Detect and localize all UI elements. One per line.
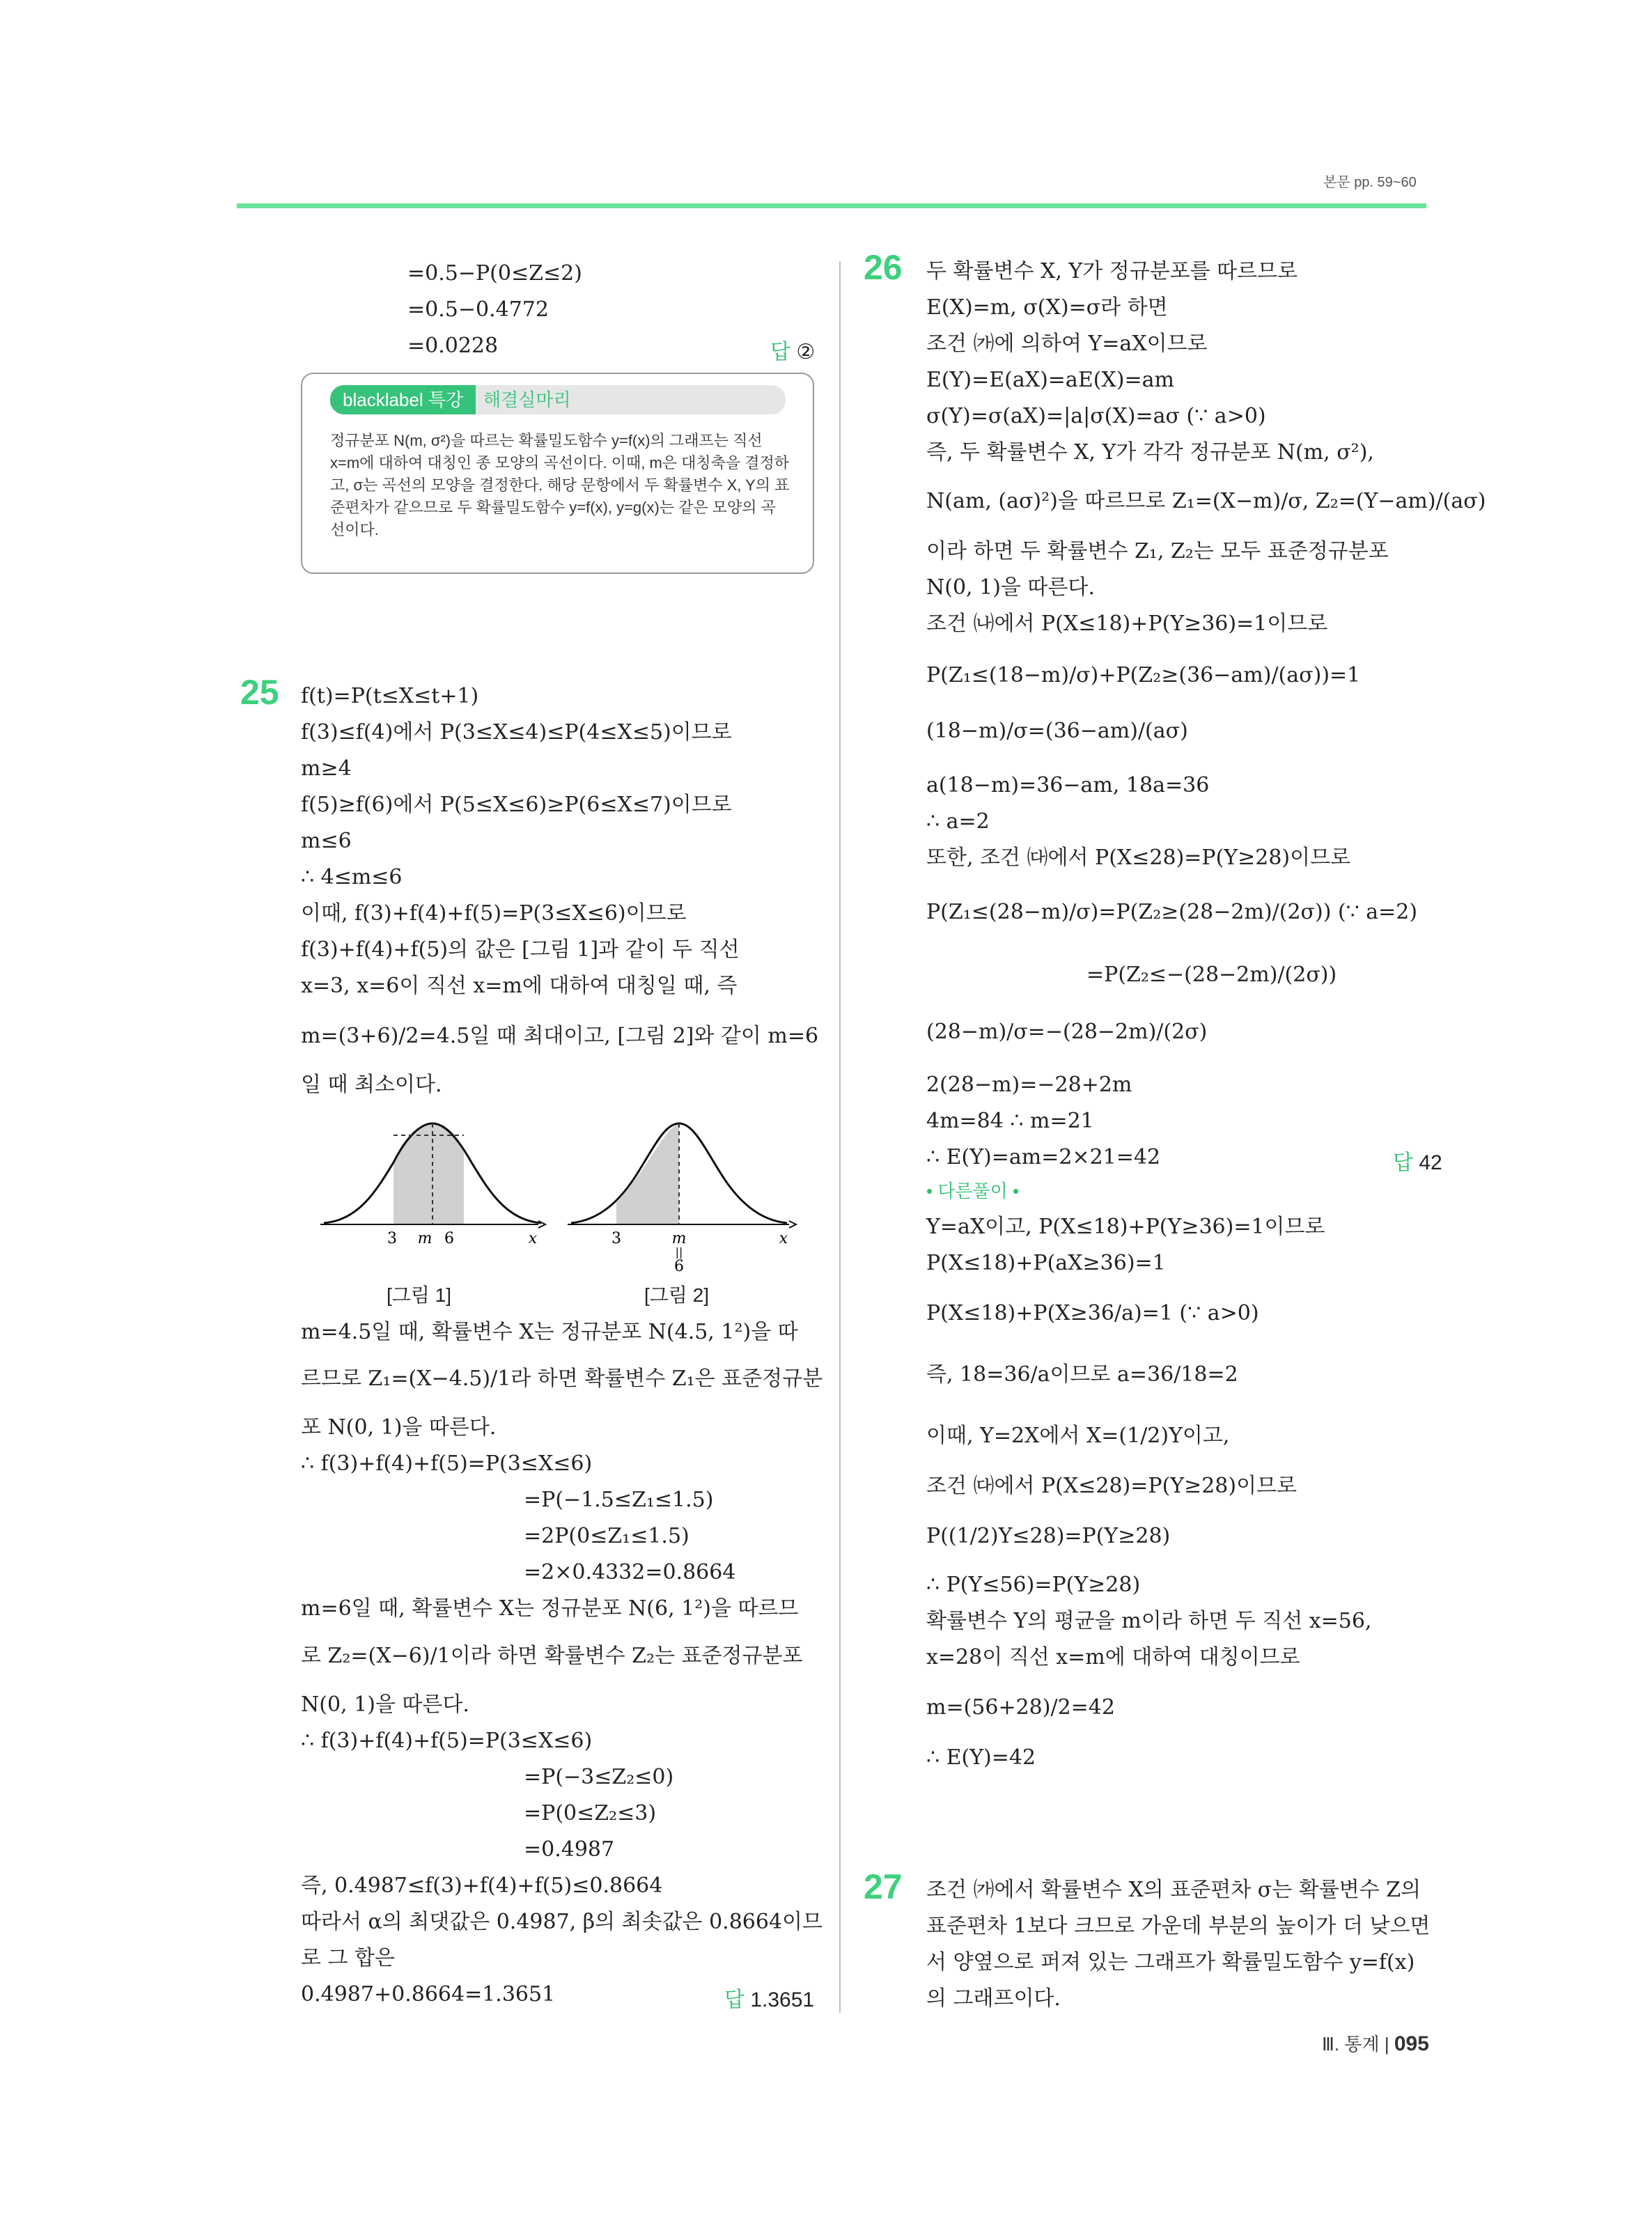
answer-value: 42 <box>1419 1151 1442 1174</box>
p26-alt-line: P(X≤18)+P(X≥36/a)=1 (∵ a>0) <box>926 1301 1259 1325</box>
p25-line: ∴ f(3)+f(4)+f(5)=P(3≤X≤6) <box>301 1451 593 1476</box>
p25-line: ∴ 4≤m≤6 <box>301 865 403 889</box>
p25-line: =0.4987 <box>524 1837 615 1862</box>
p25-line: 즉, 0.4987≤f(3)+f(4)+f(5)≤0.8664 <box>301 1874 663 1898</box>
figure-2-axis-arrow <box>789 1221 796 1228</box>
problem-number-25: 25 <box>240 673 279 712</box>
p25-line: m=(3+6)/2=4.5일 때 최대이고, [그림 2]와 같이 m=6 <box>301 1024 819 1048</box>
figure-2 <box>568 1107 804 1275</box>
p25-line: =P(−1.5≤Z₁≤1.5) <box>524 1488 714 1512</box>
p26-line: P(Z₁≤(28−m)/σ)=P(Z₂≥(28−2m)/(2σ)) (∵ a=2) <box>926 900 1418 924</box>
p26-alt-line: m=(56+28)/2=42 <box>926 1695 1115 1720</box>
p25-line: =P(−3≤Z₂≤0) <box>524 1765 674 1789</box>
p25-line: 일 때 최소이다. <box>301 1073 442 1097</box>
p25-line: 0.4987+0.8664=1.3651 <box>301 1982 556 2007</box>
figure-1-tick-m: m <box>417 1230 433 1247</box>
p25-line: =2P(0≤Z₁≤1.5) <box>524 1524 689 1548</box>
figure-1-caption: [그림 1] <box>387 1284 452 1306</box>
page-reference: 본문 pp. 59~60 <box>1323 175 1417 190</box>
cont-line: =0.5−P(0≤Z≤2) <box>407 261 582 286</box>
cont-line: =0.0228 <box>407 334 499 358</box>
p25-line: 이때, f(3)+f(4)+f(5)=P(3≤X≤6)이므로 <box>301 901 687 926</box>
p25-line: x=3, x=6이 직선 x=m에 대하여 대칭일 때, 즉 <box>301 974 738 998</box>
answer-badge <box>1393 1145 1442 1176</box>
figure-1-tick-6: 6 <box>444 1230 454 1247</box>
p25-line: 로 그 합은 <box>301 1946 395 1970</box>
cont-line: =0.5−0.4772 <box>407 297 549 322</box>
p25-line: 로 Z₂=(X−6)/1이라 하면 확률변수 Z₂는 표준정규분포 <box>301 1644 803 1668</box>
p26-alt-line: P((1/2)Y≤28)=P(Y≥28) <box>926 1524 1171 1548</box>
p25-line: m≥4 <box>301 756 352 781</box>
p26-line: (28−m)/σ=−(28−2m)/(2σ) <box>926 1020 1208 1044</box>
p27-line: 조건 ㈎에서 확률변수 X의 표준편차 σ는 확률변수 Z의 <box>926 1878 1421 1902</box>
page-number: 095 <box>1394 2032 1429 2055</box>
figure-2-tick-m: m <box>671 1230 687 1247</box>
header-rule <box>237 203 1426 208</box>
blacklabel-box <box>301 373 814 574</box>
p25-line: 포 N(0, 1)을 따른다. <box>301 1415 497 1440</box>
p25-line: m≤6 <box>301 829 352 853</box>
figure-2-tick-6: 6 <box>674 1258 684 1275</box>
blacklabel-subtitle: 해결실마리 <box>483 389 571 410</box>
p26-line: (18−m)/σ=(36−am)/(aσ) <box>926 719 1188 743</box>
p26-alt-line: P(X≤18)+P(aX≥36)=1 <box>926 1251 1166 1275</box>
p26-line: P(Z₁≤(18−m)/σ)+P(Z₂≥(36−am)/(aσ))=1 <box>926 663 1361 687</box>
p26-line: 즉, 두 확률변수 X, Y가 각각 정규분포 N(m, σ²), <box>926 440 1374 465</box>
p26-line: N(0, 1)을 따른다. <box>926 575 1095 600</box>
figure-1-axis-label: x <box>528 1230 538 1247</box>
answer-label: 답 <box>1393 1151 1413 1174</box>
answer-value: ② <box>796 341 816 364</box>
p25-line: 따라서 α의 최댓값은 0.4987, β의 최솟값은 0.8664이므 <box>301 1910 823 1934</box>
p25-line: m=6일 때, 확률변수 X는 정규분포 N(6, 1²)을 따르므 <box>301 1596 799 1621</box>
p27-line: 표준편차 1보다 크므로 가운데 부분의 높이가 더 낮으면 <box>926 1914 1431 1938</box>
p26-line: a(18−m)=36−am, 18a=36 <box>926 773 1210 797</box>
figure-1 <box>317 1107 561 1250</box>
p26-alt-line: ∴ E(Y)=42 <box>926 1745 1036 1770</box>
p25-line: f(5)≥f(6)에서 P(5≤X≤6)≥P(6≤X≤7)이므로 <box>301 793 732 817</box>
p26-alt-line: Y=aX이고, P(X≤18)+P(Y≥36)=1이므로 <box>926 1215 1325 1239</box>
footer-section: Ⅲ. 통계 | <box>1322 2034 1389 2055</box>
p25-line: f(3)≤f(4)에서 P(3≤X≤4)≤P(4≤X≤5)이므로 <box>301 720 732 745</box>
figure-2-tick-3: 3 <box>611 1230 621 1247</box>
p26-line: 두 확률변수 X, Y가 정규분포를 따르므로 <box>926 259 1298 283</box>
answer-badge <box>770 334 815 365</box>
figure-1-shaded-area <box>393 1123 464 1224</box>
p26-line: 또한, 조건 ㈐에서 P(X≤28)=P(Y≥28)이므로 <box>926 846 1351 870</box>
p26-line: ∴ E(Y)=am=2×21=42 <box>926 1145 1161 1169</box>
p26-line: 조건 ㈏에서 P(X≤18)+P(Y≥36)=1이므로 <box>926 612 1328 636</box>
figure-1-tick-3: 3 <box>387 1230 397 1247</box>
figure-2-shaded-area <box>616 1123 679 1224</box>
p26-alt-line: 확률변수 Y의 평균을 m이라 하면 두 직선 x=56, <box>926 1609 1372 1633</box>
answer-label: 답 <box>724 1988 745 2011</box>
figure-1-axis-arrow <box>538 1221 545 1228</box>
p25-line: =P(0≤Z₂≤3) <box>524 1801 657 1825</box>
figure-2-caption: [그림 2] <box>644 1284 710 1306</box>
p27-line: 의 그래프이다. <box>926 1986 1061 2011</box>
problem-number-26: 26 <box>864 248 903 287</box>
p26-line: E(Y)=E(aX)=aE(X)=am <box>926 368 1174 392</box>
p26-line: 이라 하면 두 확률변수 Z₁, Z₂는 모두 표준정규분포 <box>926 539 1389 563</box>
p27-line: 서 양옆으로 퍼져 있는 그래프가 확률밀도함수 y=f(x) <box>926 1950 1415 1975</box>
p26-alt-line: 즉, 18=36/a이므로 a=36/18=2 <box>926 1362 1238 1387</box>
p26-line: =P(Z₂≤−(28−2m)/(2σ)) <box>1086 963 1337 987</box>
p26-line: N(am, (aσ)²)을 따르므로 Z₁=(X−m)/σ, Z₂=(Y−am)/(aσ) <box>926 489 1486 513</box>
p26-line: 4m=84 ∴ m=21 <box>926 1109 1094 1133</box>
p25-line: f(t)=P(t≤X≤t+1) <box>301 684 479 708</box>
p26-line: E(X)=m, σ(X)=σ라 하면 <box>926 295 1168 320</box>
p26-alt-line: 조건 ㈐에서 P(X≤28)=P(Y≥28)이므로 <box>926 1474 1298 1498</box>
figure-2-axis-label: x <box>779 1230 788 1247</box>
answer-label: 답 <box>770 341 790 364</box>
p26-line: 조건 ㈎에 의하여 Y=aX이므로 <box>926 332 1208 356</box>
p26-alt-line: x=28이 직선 x=m에 대하여 대칭이므로 <box>926 1645 1300 1669</box>
p25-line: 르므로 Z₁=(X−4.5)/1라 하면 확률변수 Z₁은 표준정규분 <box>301 1366 823 1391</box>
figure-2-equals: || <box>675 1245 683 1259</box>
p25-line: N(0, 1)을 따른다. <box>301 1692 469 1717</box>
p25-line: f(3)+f(4)+f(5)의 값은 [그림 1]과 같이 두 직선 <box>301 937 740 962</box>
p25-line: =2×0.4332=0.8664 <box>524 1560 736 1584</box>
problem-number-27: 27 <box>864 1867 903 1906</box>
answer-badge <box>724 1982 814 2013</box>
alternative-solution-label: • 다른풀이 • <box>926 1181 1020 1201</box>
p26-line: σ(Y)=σ(aX)=|a|σ(X)=aσ (∵ a>0) <box>926 404 1266 428</box>
p25-line: ∴ f(3)+f(4)+f(5)=P(3≤X≤6) <box>301 1729 593 1753</box>
answer-value: 1.3651 <box>750 1988 815 2011</box>
blacklabel-text: 정규분포 N(m, σ²)을 따르는 확률밀도함수 y=f(x)의 그래프는 직선 x=m에 대하여 대칭인 종 모양의 곡선이다. 이때, m은 대칭축을 결정하고, σ는 곡선의 모양을 결정한다. 해당 문항에서 두 확률변수 X, Y의 표준편차가 같으므로 두 확률밀도함수 y=f(x), y=g(x)는 같은 모양의 곡선이다. <box>330 432 790 538</box>
blacklabel-tag: blacklabel 특강 <box>330 385 476 414</box>
p26-alt-line: ∴ P(Y≤56)=P(Y≥28) <box>926 1573 1141 1597</box>
p26-line: ∴ a=2 <box>926 809 990 834</box>
p26-line: 2(28−m)=−28+2m <box>926 1073 1132 1097</box>
page-footer <box>1322 2030 1429 2056</box>
p26-alt-line: 이때, Y=2X에서 X=(1/2)Y이고, <box>926 1424 1230 1448</box>
column-divider <box>839 261 841 2013</box>
p25-line: m=4.5일 때, 확률변수 X는 정규분포 N(4.5, 1²)을 따 <box>301 1320 798 1344</box>
